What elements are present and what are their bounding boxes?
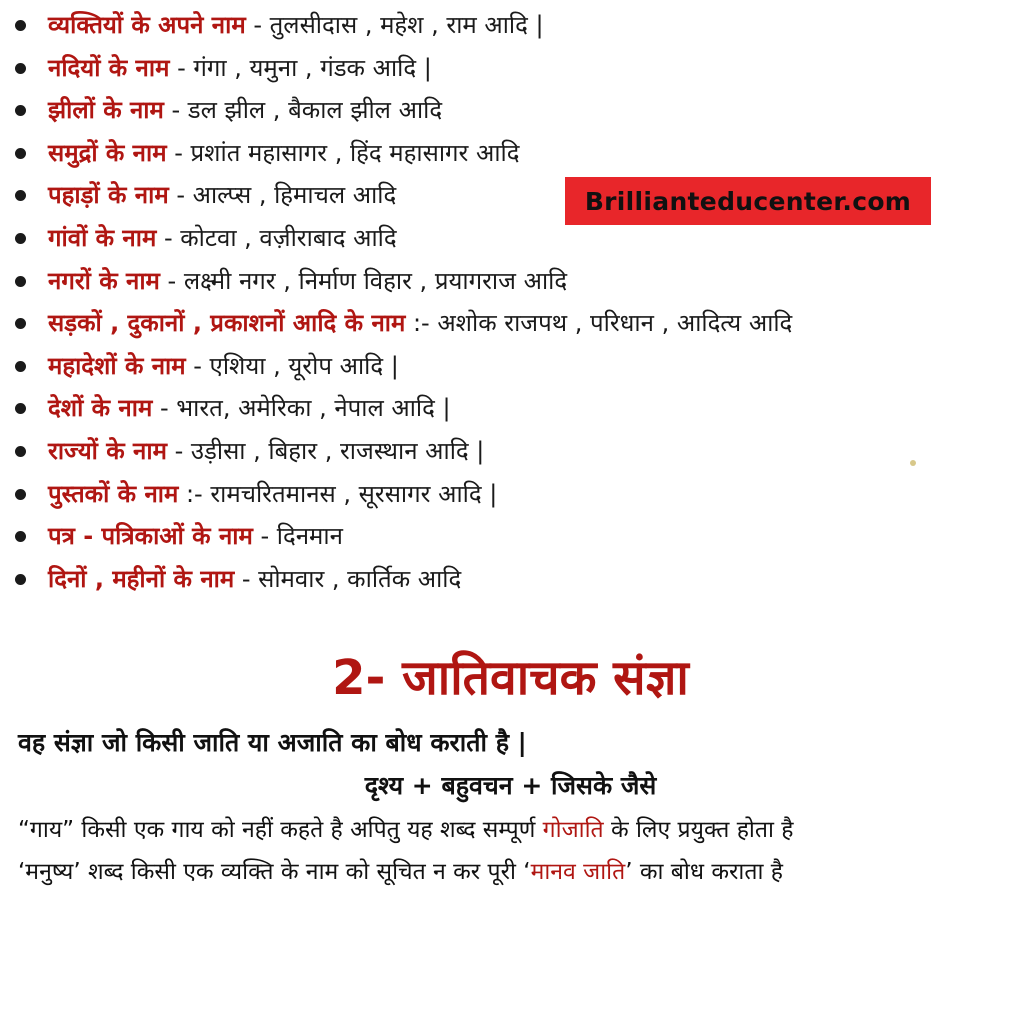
bullet-icon [15, 361, 26, 372]
definition-text: वह संज्ञा जो किसी जाति या अजाति का बोध कराती है | [18, 728, 527, 757]
bullet-icon [15, 489, 26, 500]
list-item [0, 515, 1021, 558]
list-item [0, 132, 1021, 175]
list-item [0, 345, 1021, 388]
list-item [0, 47, 1021, 90]
list-item-examples: - तुलसीदास , महेश , राम आदि | [245, 11, 544, 39]
paragraph-text: ‘मनुष्य’ शब्द किसी एक व्यक्ति के नाम को सूचित न कर पूरी ‘ [18, 859, 531, 885]
paragraph-text: ’ का बोध कराता है [625, 859, 783, 885]
list-item [0, 430, 1021, 473]
list-item-examples: :- रामचरितमानस , सूरसागर आदि | [178, 479, 498, 508]
list-item [0, 558, 1021, 601]
highlighted-term: मानव जाति [530, 859, 626, 885]
bullet-icon [15, 148, 26, 159]
bullet-icon [15, 20, 26, 31]
list-item-term: देशों के नाम [48, 394, 153, 423]
bullet-icon [15, 63, 26, 74]
list-item-examples: - प्रशांत महासागर , हिंद महासागर आदि [166, 138, 520, 167]
section-heading: 2- जातिवाचक संज्ञा [332, 650, 689, 706]
watermark-banner [565, 177, 931, 225]
list-item-examples: - उड़ीसा , बिहार , राजस्थान आदि | [166, 436, 485, 465]
list-item-term: झीलों के नाम [48, 96, 164, 125]
list-item-examples: - दिनमान [252, 522, 343, 551]
list-item [0, 260, 1021, 303]
bullet-icon [15, 531, 26, 542]
list-item-examples: - भारत, अमेरिका , नेपाल आदि | [152, 394, 451, 423]
list-item-examples: - डल झील , बैकाल झील आदि [163, 96, 443, 125]
list-item [0, 387, 1021, 430]
list-item-examples: - कोटवा , वज़ीराबाद आदि [156, 223, 397, 252]
watermark-text: Brillianteducenter.com [584, 186, 912, 216]
bullet-icon [15, 276, 26, 287]
list-item [0, 89, 1021, 132]
bullet-icon [15, 318, 26, 329]
list-item-term: राज्यों के नाम [48, 436, 167, 465]
list-item-examples: :- अशोक राजपथ , परिधान , आदित्य आदि [405, 309, 793, 338]
proper-noun-examples-list [0, 4, 1021, 600]
example-paragraph-2 [18, 854, 783, 886]
list-item-term: पहाड़ों के नाम [48, 181, 169, 210]
list-item-examples: - गंगा , यमुना , गंडक आदि | [169, 53, 432, 82]
highlighted-term: गोजाति [542, 817, 604, 843]
list-item-examples: - आल्प्स , हिमाचल आदि [168, 181, 397, 210]
list-item [0, 302, 1021, 345]
example-paragraph-1 [18, 812, 793, 844]
list-item-term: नगरों के नाम [48, 266, 160, 295]
list-item-term: गांवों के नाम [48, 223, 157, 252]
list-item-term: सड़कों , दुकानों , प्रकाशनों आदि के नाम [48, 309, 406, 338]
bullet-icon [15, 446, 26, 457]
list-item-examples: - सोमवार , कार्तिक आदि [234, 564, 462, 593]
list-item-examples: - एशिया , यूरोप आदि | [185, 351, 399, 380]
bullet-icon [15, 574, 26, 585]
list-item-term: पुस्तकों के नाम [48, 479, 179, 508]
list-item [0, 4, 1021, 47]
stray-dot [910, 460, 916, 466]
formula-text: दृश्य + बहुवचन + जिसके जैसे [364, 771, 657, 800]
list-item-term: व्यक्तियों के अपने नाम [48, 11, 246, 39]
list-item [0, 473, 1021, 516]
bullet-icon [15, 105, 26, 116]
bullet-icon [15, 403, 26, 414]
list-item-term: पत्र - पत्रिकाओं के नाम [48, 522, 253, 551]
bullet-icon [15, 190, 26, 201]
paragraph-text: के लिए प्रयुक्त होता है [603, 817, 794, 843]
paragraph-text: “गाय” किसी एक गाय को नहीं कहते है अपितु यह शब्द सम्पूर्ण [18, 817, 543, 843]
list-item-term: महादेशों के नाम [48, 351, 186, 380]
list-item-term: दिनों , महीनों के नाम [48, 564, 235, 593]
list-item-term: नदियों के नाम [48, 53, 170, 82]
list-item-term: समुद्रों के नाम [48, 138, 167, 167]
list-item-examples: - लक्ष्मी नगर , निर्माण विहार , प्रयागराज आदि [159, 266, 568, 295]
bullet-icon [15, 233, 26, 244]
